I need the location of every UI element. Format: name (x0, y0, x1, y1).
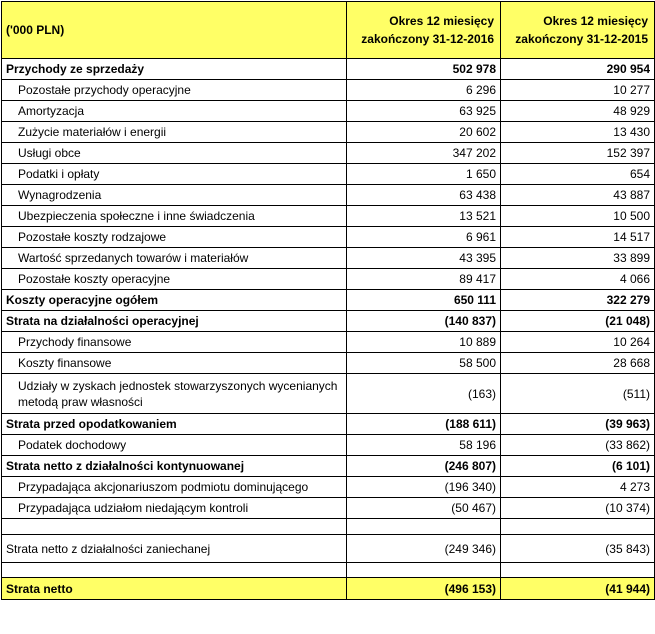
empty-cell (501, 563, 655, 578)
value-2015: 654 (501, 164, 655, 185)
row-label: Wynagrodzenia (2, 185, 347, 206)
value-2016: 6 296 (347, 80, 501, 101)
table-row (2, 143, 655, 164)
value-2015: (6 101) (501, 456, 655, 477)
value-2015: 13 430 (501, 122, 655, 143)
value-2015: (41 944) (501, 578, 655, 600)
table-row (2, 122, 655, 143)
table-row (2, 477, 655, 498)
value-2016: 502 978 (347, 59, 501, 80)
row-label: Przypadająca akcjonariuszom podmiotu dominującego (2, 477, 347, 498)
row-label: Udziały w zyskach jednostek stowarzyszonych wycenianych metodą praw własności (2, 374, 347, 414)
table-row-net-loss-continuing (2, 456, 655, 477)
table-row (2, 185, 655, 206)
unit-label: ('000 PLN) (2, 2, 347, 59)
table-row (2, 498, 655, 519)
value-2016: 10 889 (347, 332, 501, 353)
table-row (2, 374, 655, 414)
value-2016: (249 346) (347, 535, 501, 563)
empty-row (2, 519, 655, 535)
value-2016: 13 521 (347, 206, 501, 227)
value-2016: (140 837) (347, 311, 501, 332)
table-row (2, 206, 655, 227)
value-2016: 1 650 (347, 164, 501, 185)
row-label: Strata netto (2, 578, 347, 600)
value-2016: (50 467) (347, 498, 501, 519)
value-2016: (163) (347, 374, 501, 414)
value-2015: 152 397 (501, 143, 655, 164)
header-row (2, 2, 655, 59)
value-2015: 28 668 (501, 353, 655, 374)
row-label: Wartość sprzedanych towarów i materiałów (2, 248, 347, 269)
value-2016: 347 202 (347, 143, 501, 164)
table-row-loss-before-tax (2, 414, 655, 435)
table-row (2, 164, 655, 185)
value-2015: 290 954 (501, 59, 655, 80)
value-2016: 6 961 (347, 227, 501, 248)
value-2015: 4 066 (501, 269, 655, 290)
table-row-operating-loss (2, 311, 655, 332)
table-row (2, 269, 655, 290)
table-row (2, 248, 655, 269)
row-label: Przypadająca udziałom niedającym kontroli (2, 498, 347, 519)
table-row (2, 332, 655, 353)
row-label: Podatki i opłaty (2, 164, 347, 185)
value-2016: 63 925 (347, 101, 501, 122)
row-label: Strata netto z działalności zaniechanej (2, 535, 347, 563)
value-2015: 10 500 (501, 206, 655, 227)
value-2015: 48 929 (501, 101, 655, 122)
row-label: Pozostałe koszty operacyjne (2, 269, 347, 290)
empty-cell (2, 519, 347, 535)
row-label: Amortyzacja (2, 101, 347, 122)
value-2016: (496 153) (347, 578, 501, 600)
row-label: Zużycie materiałów i energii (2, 122, 347, 143)
value-2015: 322 279 (501, 290, 655, 311)
value-2016: 43 395 (347, 248, 501, 269)
table-row (2, 80, 655, 101)
value-2015: (21 048) (501, 311, 655, 332)
value-2015: 4 273 (501, 477, 655, 498)
empty-cell (501, 519, 655, 535)
value-2016: 650 111 (347, 290, 501, 311)
value-2016: (246 807) (347, 456, 501, 477)
row-label: Podatek dochodowy (2, 435, 347, 456)
value-2016: 58 196 (347, 435, 501, 456)
row-label: Przychody finansowe (2, 332, 347, 353)
value-2016: 20 602 (347, 122, 501, 143)
value-2015: (511) (501, 374, 655, 414)
empty-row (2, 563, 655, 578)
row-label: Pozostałe koszty rodzajowe (2, 227, 347, 248)
value-2015: (33 862) (501, 435, 655, 456)
table-row (2, 101, 655, 122)
income-statement-table (1, 1, 655, 600)
empty-cell (347, 563, 501, 578)
value-2015: (39 963) (501, 414, 655, 435)
table-row-net-loss-discontinued (2, 535, 655, 563)
value-2015: 43 887 (501, 185, 655, 206)
table-row-net-loss (2, 578, 655, 600)
empty-cell (347, 519, 501, 535)
value-2015: 10 264 (501, 332, 655, 353)
table-row (2, 227, 655, 248)
value-2016: (188 611) (347, 414, 501, 435)
row-label: Przychody ze sprzedaży (2, 59, 347, 80)
value-2015: (10 374) (501, 498, 655, 519)
row-label: Usługi obce (2, 143, 347, 164)
value-2015: 14 517 (501, 227, 655, 248)
value-2015: 33 899 (501, 248, 655, 269)
row-label: Koszty operacyjne ogółem (2, 290, 347, 311)
row-label: Strata netto z działalności kontynuowanej (2, 456, 347, 477)
value-2016: 63 438 (347, 185, 501, 206)
empty-cell (2, 563, 347, 578)
value-2015: 10 277 (501, 80, 655, 101)
value-2016: (196 340) (347, 477, 501, 498)
row-label: Strata przed opodatkowaniem (2, 414, 347, 435)
value-2015: (35 843) (501, 535, 655, 563)
value-2016: 89 417 (347, 269, 501, 290)
table-row (2, 435, 655, 456)
row-label: Ubezpieczenia społeczne i inne świadczenia (2, 206, 347, 227)
row-label: Strata na działalności operacyjnej (2, 311, 347, 332)
row-label: Pozostałe przychody operacyjne (2, 80, 347, 101)
table-row (2, 353, 655, 374)
column-header-2016: Okres 12 miesięcy zakończony 31-12-2016 (347, 2, 501, 59)
table-row-revenue (2, 59, 655, 80)
row-label: Koszty finansowe (2, 353, 347, 374)
value-2016: 58 500 (347, 353, 501, 374)
column-header-2015: Okres 12 miesięcy zakończony 31-12-2015 (501, 2, 655, 59)
table-row-total-operating-costs (2, 290, 655, 311)
